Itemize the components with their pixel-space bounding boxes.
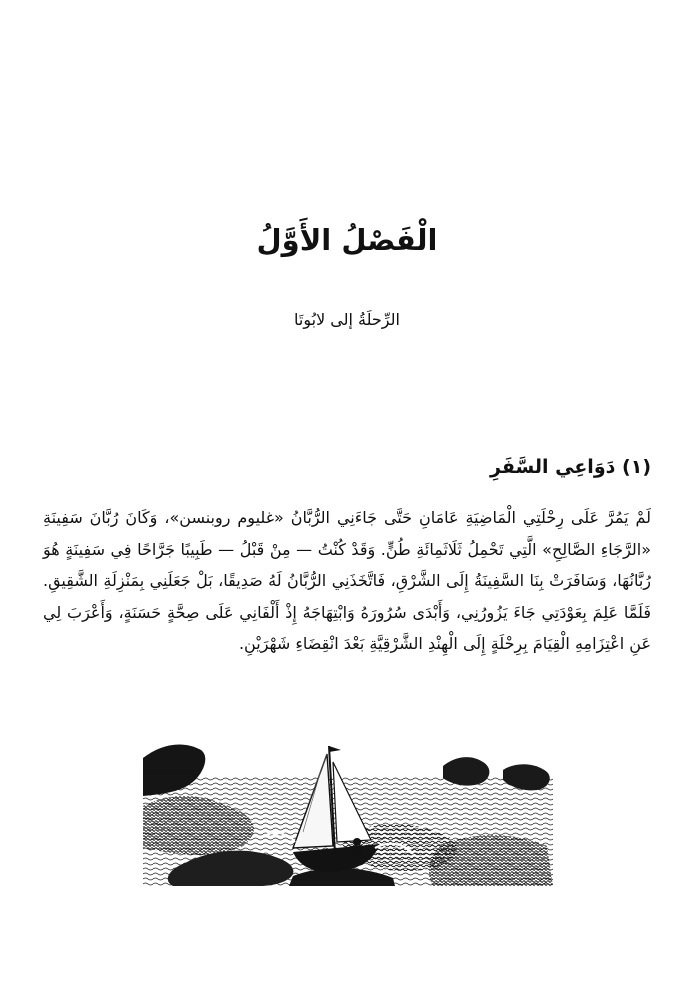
chapter-subtitle: الرِّحلَةُ إلى لابُوتَا: [294, 310, 400, 329]
section-title: دَوَاعِي السَّفَرِ: [490, 456, 616, 478]
body-paragraph: لَمْ يَمُرَّ عَلَى رِحْلَتِي الْمَاضِيَةِ عَامَانِ حَتَّى جَاءَنِي الرُّبَّانُ «غليوم روبنسن»، وَكَانَ رُبَّانَ سَفِينَةِ «الرَّجَاءِ الصَّالِحِ» الَّتِي تَحْمِلُ ثَلَاثَمِائَةِ طُنٍّ. وَقَدْ كُنْتُ — مِنْ قَبْلُ — طَبِيبًا جَرَّاحًا فِي سَفِينَةٍ هُوَ رُبَّانُهَا، وَسَافَرَتْ بِنَا السَّفِينَةُ إِلَى الشَّرْقِ، فَاتَّخَذَنِي الرُّبَّانُ لَهُ صَدِيقًا، بَلْ جَعَلَنِي بِمَنْزِلَةِ الشَّقِيقِ. فَلَمَّا عَلِمَ بِعَوْدَتِي جَاءَ يَزُورُنِي، وَأَبْدَى سُرُورَهُ وَابْتِهَاجَهُ إِذْ أَلْفَانِي عَلَى صِحَّةٍ حَسَنَةٍ، وَأَعْرَبَ لِي عَنِ اعْتِزَامِهِ الْقِيَامَ بِرِحْلَةٍ إِلَى الْهِنْدِ الشَّرْقِيَّةِ بَعْدَ انْقِضَاءِ شَهْرَيْنِ.: [43, 508, 651, 653]
section-number: (١): [622, 456, 651, 478]
chapter-title: الْفَصْلُ الأَوَّلُ: [256, 223, 438, 257]
sailboat-illustration: [143, 736, 553, 886]
section-heading: [43, 452, 651, 482]
sailboat-engraving-icon: [143, 736, 553, 886]
